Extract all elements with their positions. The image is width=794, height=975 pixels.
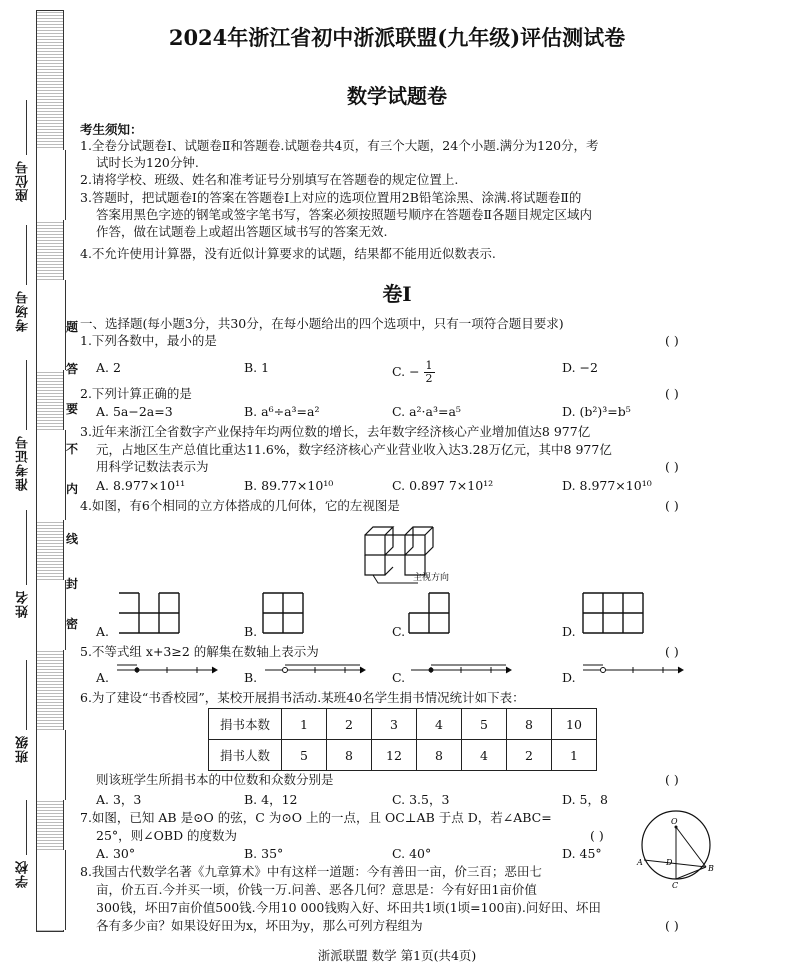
page-title: 2024年浙江省初中浙派联盟(九年级)评估测试卷 — [168, 25, 626, 50]
option-b: B. 1 — [244, 360, 270, 375]
table-cell: 1 — [282, 709, 327, 740]
notice-line: 4.不允许使用计算器，没有近似计算要求的试题，结果都不能用近似数表示. — [80, 246, 496, 261]
option-a: A. 5a−2a=3 — [96, 404, 173, 419]
label-a: A — [637, 858, 643, 867]
notice-line: 试时长为120分钟. — [96, 155, 199, 170]
page-subtitle: 数学试题卷 — [347, 84, 447, 108]
option-a: A. 8.977×10¹¹ — [96, 478, 186, 493]
option-c: C. a²·a³=a⁵ — [392, 404, 461, 419]
table-cell: 8 — [417, 740, 462, 771]
table-cell: 5 — [282, 740, 327, 771]
question-stem: 8.我国古代数学名著《九章算术》中有这样一道题：今有善田一亩，价三百；恶田七 — [80, 864, 542, 879]
seal-char: 密 — [66, 617, 79, 631]
option-d-view — [578, 588, 658, 638]
question-stem: 亩，价五百.今并买一顷，价钱一万.问善、恶各几何？意思是：今有好田1亩价值 — [96, 882, 537, 897]
option-a: A. 2 — [96, 360, 121, 375]
table-cell: 10 — [552, 709, 597, 740]
table-cell: 8 — [327, 740, 372, 771]
notice-line: 作答，做在试题卷上或超出答题区域书写的答案无效. — [96, 224, 388, 239]
label-d: D — [666, 858, 673, 867]
notice-line: 1.全卷分试题卷Ⅰ、试题卷Ⅱ和答题卷.试题卷共4页，有三个大题，24个小题.满分为120分，考 — [80, 138, 599, 153]
option-b: B. 4，12 — [244, 792, 298, 807]
front-direction-label: 主视方向 — [413, 573, 450, 583]
table-cell: 3 — [372, 709, 417, 740]
question-stem: 元，占地区生产总值比重达11.6%，数字经济核心产业营业收入达3.28万亿元，其中8 977亿 — [96, 442, 612, 457]
notice-line: 3.答题时，把试题卷Ⅰ的答案在答题卷Ⅰ上对应的选项位置用2B铅笔涂黑、涂满.将试题卷Ⅱ的 — [80, 190, 582, 205]
option-b: B. — [244, 670, 258, 685]
option-d: D. — [562, 624, 576, 639]
class-label: 班级 — [16, 735, 31, 763]
option-c: C. — [392, 624, 406, 639]
seal-char: 不 — [66, 442, 79, 456]
exam-room-label: 考场号 — [16, 290, 31, 332]
page-footer: 浙派联盟 数学 第1页(共4页) — [317, 948, 477, 963]
seal-char: 答 — [66, 362, 79, 376]
option-c: C. 0.897 7×10¹² — [392, 478, 494, 493]
question-stem: 用科学记数法表示为 — [96, 459, 209, 474]
question-stem: 则该班学生所捐书本的中位数和众数分别是 — [96, 772, 334, 787]
table-cell: 4 — [417, 709, 462, 740]
table-cell: 2 — [327, 709, 372, 740]
admission-number-label: 准考证号 — [16, 435, 31, 491]
option-b: B. 89.77×10¹⁰ — [244, 478, 334, 493]
question-stem: 25°，则∠OBD 的度数为 — [96, 828, 238, 843]
answer-paren: ( ) — [665, 918, 679, 933]
option-b: B. a⁶÷a³=a² — [244, 404, 320, 419]
answer-paren: ( ) — [665, 772, 679, 787]
table-cell: 2 — [507, 740, 552, 771]
question-stem: 各有多少亩？如果设好田为x，坏田为y，那么可列方程组为 — [96, 918, 423, 933]
answer-paren: ( ) — [665, 333, 679, 348]
table-header-cell: 捐书人数 — [209, 740, 282, 771]
answer-paren: ( ) — [665, 459, 679, 474]
table-cell: 4 — [462, 740, 507, 771]
option-b: B. — [244, 624, 258, 639]
donation-table — [208, 708, 597, 771]
question-stem: 300钱，坏田7亩价值500钱.今用10 000钱购入好、坏田共1顷(1顷=100亩).问好田、坏田 — [96, 900, 601, 915]
seal-char: 封 — [66, 577, 79, 591]
notice-heading: 考生须知： — [80, 122, 143, 137]
option-d: D. −2 — [562, 360, 598, 375]
seal-char: 题 — [66, 320, 79, 334]
answer-paren: ( ) — [665, 644, 679, 659]
option-b-view — [258, 588, 338, 638]
table-cell: 5 — [462, 709, 507, 740]
seal-char: 内 — [66, 482, 79, 496]
school-label: 学校 — [16, 860, 31, 888]
option-c — [392, 360, 435, 385]
option-c-prefix: C. − — [392, 364, 420, 379]
label-b: B — [708, 864, 714, 873]
option-d: D. — [562, 670, 576, 685]
option-a-numberline — [112, 660, 222, 682]
table-cell: 8 — [507, 709, 552, 740]
option-a-view — [114, 588, 194, 638]
table-row — [209, 740, 597, 771]
notice-line: 答案用黑色字迹的钢笔或签字笔书写，答案必须按照题号顺序在答题卷Ⅱ各题目规定区域内 — [96, 207, 592, 222]
notice-line: 2.请将学校、班级、姓名和准考证号分别填写在答题卷的规定位置上. — [80, 172, 459, 187]
question-stem: 1.下列各数中，最小的是 — [80, 333, 217, 348]
fraction — [424, 360, 435, 385]
option-d: D. 5，8 — [562, 792, 608, 807]
option-d: D. 8.977×10¹⁰ — [562, 478, 652, 493]
answer-paren: ( ) — [665, 498, 679, 513]
seal-char: 线 — [66, 532, 79, 546]
seal-char: 要 — [66, 402, 79, 416]
question-stem: 6.为了建设“书香校园”，某校开展捐书活动.某班40名学生捐书情况统计如下表： — [80, 690, 525, 705]
option-c: C. — [392, 670, 406, 685]
fraction-denominator: 2 — [425, 372, 433, 385]
option-c: C. 3.5，3 — [392, 792, 450, 807]
table-cell: 1 — [552, 740, 597, 771]
question-stem: 7.如图，已知 AB 是⊙O 的弦，C 为⊙O 上的一点，且 OC⊥AB 于点 D，若∠ABC= — [80, 810, 552, 825]
answer-paren: ( ) — [665, 386, 679, 401]
question-stem: 3.近年来浙江全省数字产业保持年均两位数的增长，去年数字经济核心产业增加值达8 977亿 — [80, 424, 591, 439]
option-a: A. 3，3 — [96, 792, 142, 807]
section-instructions: 一、选择题(每小题3分，共30分，在每小题给出的四个选项中，只有一项符合题目要求) — [80, 316, 564, 331]
seat-number-label: 座位号 — [16, 160, 31, 202]
question-stem: 4.如图，有6个相同的立方体搭成的几何体，它的左视图是 — [80, 498, 400, 513]
option-c-numberline — [406, 660, 516, 682]
option-b-numberline — [260, 660, 370, 682]
question-stem: 5.不等式组 x+3≥2 的解集在数轴上表示为 — [80, 644, 319, 659]
option-d: D. 45° — [562, 846, 602, 861]
answer-paren: ( ) — [590, 828, 604, 843]
option-c-view — [404, 588, 484, 638]
name-label: 姓名 — [16, 590, 31, 618]
option-a: A. 30° — [96, 846, 136, 861]
option-d-numberline — [578, 660, 688, 682]
table-cell: 12 — [372, 740, 417, 771]
label-o: O — [671, 817, 678, 826]
label-c: C — [672, 881, 679, 889]
circle-figure — [634, 805, 718, 889]
section-title: 卷Ⅰ — [382, 282, 412, 306]
option-c: C. 40° — [392, 846, 432, 861]
fraction-numerator: 1 — [425, 359, 433, 372]
option-d: D. (b²)³=b⁵ — [562, 404, 631, 419]
table-header-cell: 捐书本数 — [209, 709, 282, 740]
option-a: A. — [96, 670, 110, 685]
cube-solid-figure — [355, 520, 470, 585]
option-a: A. — [96, 624, 110, 639]
table-row — [209, 709, 597, 740]
question-stem: 2.下列计算正确的是 — [80, 386, 192, 401]
option-b: B. 35° — [244, 846, 284, 861]
